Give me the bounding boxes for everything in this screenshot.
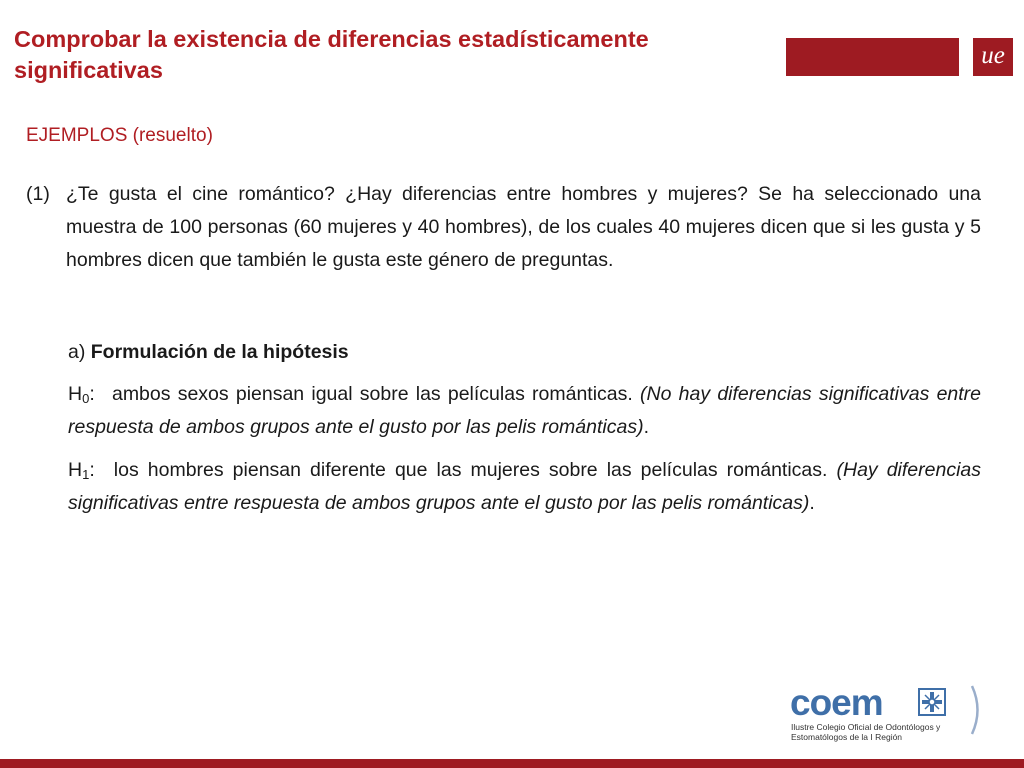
header-accent-bar xyxy=(786,38,959,76)
coem-wordmark: coem xyxy=(790,682,883,723)
h1-text: los hombres piensan diferente que las mujeres sobre las películas románticas. xyxy=(113,459,828,481)
h1-note: (Hay diferencias significativas entre respuesta de ambos grupos ante el gusto por las pelis románticas) xyxy=(68,459,982,514)
bracket-decoration xyxy=(970,684,984,736)
h0-colon: : xyxy=(89,383,95,405)
slide-title: Comprobar la existencia de diferencias estadísticamente significativas xyxy=(14,26,649,83)
coem-subtitle-line2: Estomatólogos de la I Región xyxy=(791,732,903,742)
h0-text: ambos sexos piensan igual sobre las películas románticas. xyxy=(111,383,633,405)
h0-note: (No hay diferencias significativas entre respuesta de ambos grupos ante el gusto por las pelis románticas) xyxy=(68,383,982,438)
hypothesis-letter: a) xyxy=(68,341,86,363)
ue-logo: ue xyxy=(973,38,1013,76)
coem-logo xyxy=(790,682,990,746)
example-question xyxy=(26,178,981,277)
alternative-hypothesis xyxy=(68,454,981,520)
h0-symbol: H xyxy=(68,383,83,405)
footer-accent-bar xyxy=(0,759,1024,768)
h1-colon: : xyxy=(89,459,95,481)
null-hypothesis xyxy=(68,378,981,444)
question-text: ¿Te gusta el cine romántico? ¿Hay diferencias entre hombres y mujeres? Se ha seleccionado una muestra de 100 personas (60 mujeres y 40 hombres), de los cuales 40 mujeres dicen que si les gusta y 5 hombres dicen que también le gusta este género de preguntas. xyxy=(66,183,981,271)
h1-subscript: 1 xyxy=(82,467,90,482)
h1-end: . xyxy=(809,492,815,514)
coem-subtitle-line1: Ilustre Colegio Oficial de Odontólogos y xyxy=(791,722,941,732)
section-label: EJEMPLOS (resuelto) xyxy=(26,125,213,146)
hypothesis-heading xyxy=(68,338,349,366)
coem-emblem-icon xyxy=(918,688,946,716)
question-number: (1) xyxy=(26,183,50,205)
hypothesis-heading-text: Formulación de la hipótesis xyxy=(90,341,349,363)
h0-subscript: 0 xyxy=(82,391,90,406)
h1-symbol: H xyxy=(68,459,83,481)
h0-end: . xyxy=(643,416,649,438)
